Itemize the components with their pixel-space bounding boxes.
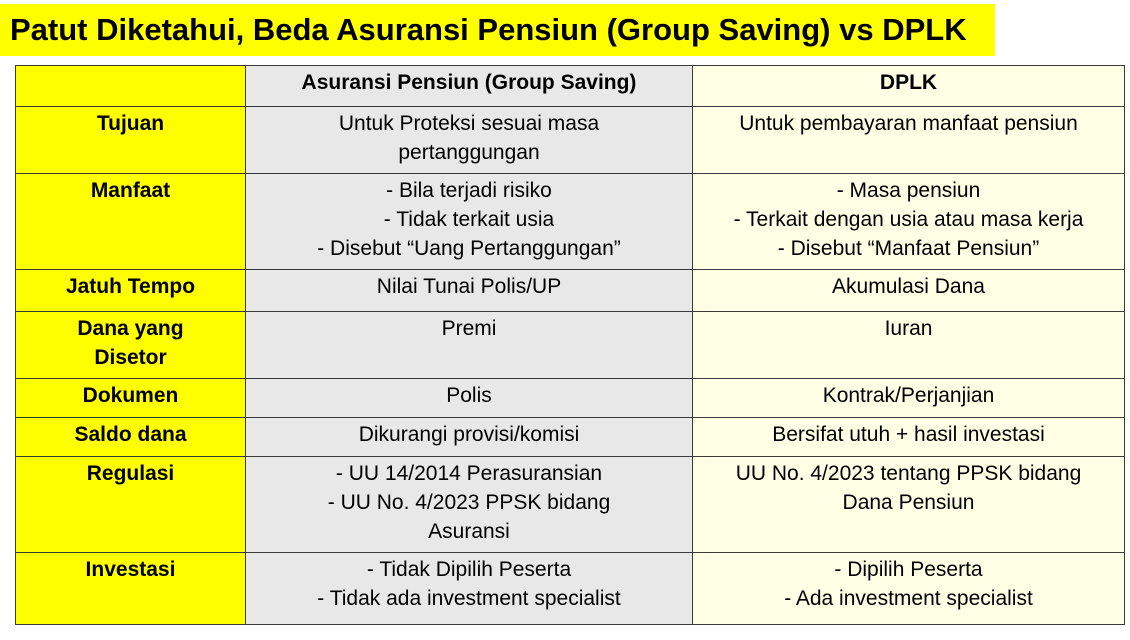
cell-asuransi-investasi: - Tidak Dipilih Peserta - Tidak ada investment specialist bbox=[246, 553, 693, 625]
row-label-saldo-dana: Saldo dana bbox=[16, 418, 246, 457]
cell-asuransi-dokumen: Polis bbox=[246, 379, 693, 418]
cell-dplk-dokumen: Kontrak/Perjanjian bbox=[693, 379, 1125, 418]
row-label-regulasi: Regulasi bbox=[16, 457, 246, 553]
comparison-table bbox=[15, 65, 1125, 625]
cell-asuransi-manfaat: - Bila terjadi risiko - Tidak terkait usia - Disebut “Uang Pertanggungan” bbox=[246, 174, 693, 270]
table-row-jatuh-tempo bbox=[16, 270, 1125, 312]
cell-asuransi-tujuan: Untuk Proteksi sesuai masa pertanggungan bbox=[246, 107, 693, 174]
table-row-regulasi bbox=[16, 457, 1125, 553]
table-row-dokumen bbox=[16, 379, 1125, 418]
table-row-manfaat bbox=[16, 174, 1125, 270]
page-title: Patut Diketahui, Beda Asuransi Pensiun (Group Saving) vs DPLK bbox=[10, 12, 967, 47]
header-corner-cell bbox=[16, 66, 246, 107]
cell-dplk-regulasi: UU No. 4/2023 tentang PPSK bidang Dana Pensiun bbox=[693, 457, 1125, 553]
cell-asuransi-dana-disetor: Premi bbox=[246, 312, 693, 379]
cell-dplk-saldo-dana: Bersifat utuh + hasil investasi bbox=[693, 418, 1125, 457]
row-label-jatuh-tempo: Jatuh Tempo bbox=[16, 270, 246, 312]
cell-asuransi-jatuh-tempo: Nilai Tunai Polis/UP bbox=[246, 270, 693, 312]
row-label-dana-disetor: Dana yang Disetor bbox=[16, 312, 246, 379]
header-asuransi-pensiun: Asuransi Pensiun (Group Saving) bbox=[246, 66, 693, 107]
cell-asuransi-regulasi: - UU 14/2014 Perasuransian - UU No. 4/2023 PPSK bidang Asuransi bbox=[246, 457, 693, 553]
title-banner bbox=[0, 4, 995, 56]
cell-dplk-dana-disetor: Iuran bbox=[693, 312, 1125, 379]
table-row-investasi bbox=[16, 553, 1125, 625]
cell-dplk-investasi: - Dipilih Peserta - Ada investment specialist bbox=[693, 553, 1125, 625]
row-label-dokumen: Dokumen bbox=[16, 379, 246, 418]
cell-dplk-manfaat: - Masa pensiun - Terkait dengan usia atau masa kerja - Disebut “Manfaat Pensiun” bbox=[693, 174, 1125, 270]
table-row-dana-disetor bbox=[16, 312, 1125, 379]
cell-dplk-jatuh-tempo: Akumulasi Dana bbox=[693, 270, 1125, 312]
row-label-investasi: Investasi bbox=[16, 553, 246, 625]
row-label-manfaat: Manfaat bbox=[16, 174, 246, 270]
table-row-tujuan bbox=[16, 107, 1125, 174]
table-header-row bbox=[16, 66, 1125, 107]
cell-asuransi-saldo-dana: Dikurangi provisi/komisi bbox=[246, 418, 693, 457]
cell-dplk-tujuan: Untuk pembayaran manfaat pensiun bbox=[693, 107, 1125, 174]
header-dplk: DPLK bbox=[693, 66, 1125, 107]
row-label-tujuan: Tujuan bbox=[16, 107, 246, 174]
table-row-saldo-dana bbox=[16, 418, 1125, 457]
